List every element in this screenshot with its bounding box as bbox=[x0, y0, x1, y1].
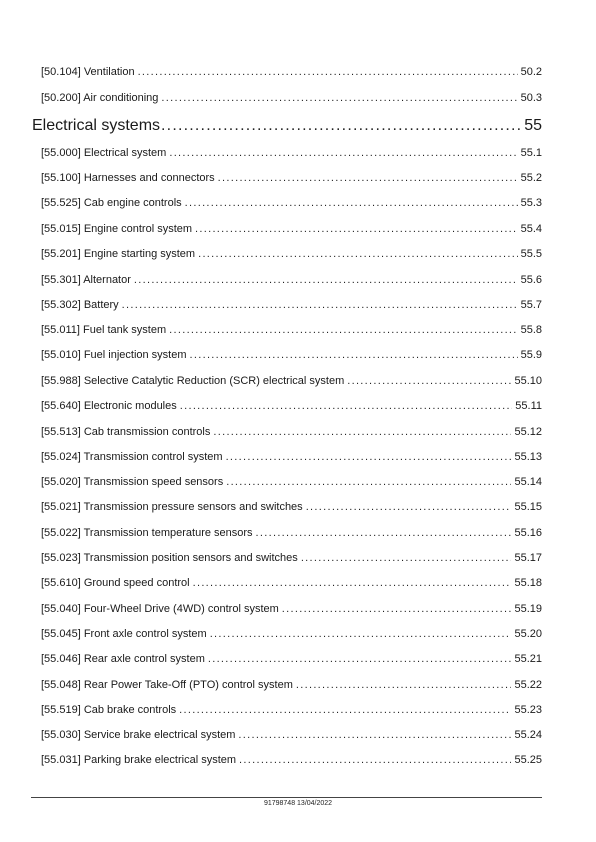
toc-entry[interactable] bbox=[41, 425, 542, 439]
toc-leader-dots bbox=[256, 526, 512, 540]
toc-entry[interactable] bbox=[41, 475, 542, 489]
toc-entry-label: [55.010] Fuel injection system bbox=[41, 349, 187, 361]
toc-entry-label: [55.015] Engine control system bbox=[41, 223, 193, 235]
toc-leader-dots bbox=[208, 652, 512, 666]
toc-leader-dots bbox=[296, 678, 512, 692]
toc-entry[interactable] bbox=[41, 323, 542, 337]
toc-leader-dots bbox=[138, 65, 518, 79]
toc-entry-page: 55.17 bbox=[514, 552, 542, 564]
toc-leader-dots bbox=[179, 703, 511, 717]
toc-entry-label: [55.988] Selective Catalytic Reduction (SCR) electrical system bbox=[41, 375, 345, 387]
toc-entry[interactable] bbox=[41, 146, 542, 160]
toc-entry[interactable] bbox=[41, 602, 542, 616]
toc-entry-page: 55.8 bbox=[520, 324, 542, 336]
toc-leader-dots bbox=[169, 323, 517, 337]
toc-entry-page: 55.3 bbox=[520, 197, 542, 209]
toc-entry-page: 55.2 bbox=[520, 172, 542, 184]
toc-entry-page: 55.9 bbox=[520, 349, 542, 361]
toc-section-label: Electrical systems bbox=[32, 117, 161, 134]
toc-entry-page: 55.22 bbox=[514, 679, 542, 691]
toc-entry-label: [55.519] Cab brake controls bbox=[41, 704, 177, 716]
toc-leader-dots bbox=[190, 348, 518, 362]
toc-entry-label: [55.020] Transmission speed sensors bbox=[41, 476, 224, 488]
toc-entry-page: 55.5 bbox=[520, 248, 542, 260]
toc-entry[interactable] bbox=[41, 627, 542, 641]
toc-entry-page: 55.23 bbox=[514, 704, 542, 716]
toc-entry-label: [55.023] Transmission position sensors and switches bbox=[41, 552, 298, 564]
toc-leader-dots bbox=[198, 247, 517, 261]
toc-leader-dots bbox=[213, 425, 511, 439]
toc-entry-label: [55.040] Four-Wheel Drive (4WD) control system bbox=[41, 603, 279, 615]
toc-leader-dots bbox=[195, 222, 518, 236]
toc-entry-page: 55.7 bbox=[520, 299, 542, 311]
toc-leader-dots bbox=[218, 171, 518, 185]
toc-entry-page: 55.15 bbox=[514, 501, 542, 513]
toc-entry[interactable] bbox=[41, 526, 542, 540]
toc-entry[interactable] bbox=[41, 500, 542, 514]
toc-entry-page: 55.6 bbox=[520, 274, 542, 286]
toc-entry-page: 55.11 bbox=[515, 400, 542, 412]
toc-leader-dots bbox=[169, 146, 517, 160]
toc-leader-dots bbox=[282, 602, 512, 616]
toc-entry-label: [55.045] Front axle control system bbox=[41, 628, 207, 640]
toc-entry[interactable] bbox=[41, 551, 542, 565]
toc-leader-dots bbox=[185, 196, 518, 210]
toc-entry-label: [55.011] Fuel tank system bbox=[41, 324, 167, 336]
toc-entry[interactable] bbox=[41, 678, 542, 692]
toc-entry-label: [55.000] Electrical system bbox=[41, 147, 167, 159]
toc-entry[interactable] bbox=[41, 298, 542, 312]
toc-entry-label: [55.513] Cab transmission controls bbox=[41, 426, 211, 438]
toc-entry[interactable] bbox=[41, 247, 542, 261]
toc-entry[interactable] bbox=[41, 348, 542, 362]
toc-entry-label: [55.302] Battery bbox=[41, 299, 119, 311]
toc-entry-label: [55.525] Cab engine controls bbox=[41, 197, 182, 209]
toc-entry-page: 55.14 bbox=[514, 476, 542, 488]
toc-entry[interactable] bbox=[41, 399, 542, 413]
toc-entry-label: [55.301] Alternator bbox=[41, 274, 131, 286]
toc-entry[interactable] bbox=[41, 196, 542, 210]
toc-leader-dots bbox=[226, 450, 512, 464]
toc-entry[interactable] bbox=[41, 171, 542, 185]
toc-entry-label: [55.201] Engine starting system bbox=[41, 248, 196, 260]
toc-leader-dots bbox=[306, 500, 512, 514]
toc-section-heading[interactable] bbox=[32, 116, 542, 136]
toc-entry[interactable] bbox=[41, 273, 542, 287]
toc-entry-label: [55.021] Transmission pressure sensors and switches bbox=[41, 501, 303, 513]
toc-leader-dots bbox=[347, 374, 511, 388]
toc-entry-page: 55.4 bbox=[520, 223, 542, 235]
toc-entry-label: [55.046] Rear axle control system bbox=[41, 653, 205, 665]
toc-entry[interactable] bbox=[41, 374, 542, 388]
toc-entry-page: 55.25 bbox=[514, 754, 542, 766]
toc-entry-page: 55.24 bbox=[514, 729, 542, 741]
toc-leader-dots bbox=[161, 91, 517, 105]
toc-leader-dots bbox=[134, 273, 518, 287]
toc-entry-page: 55.19 bbox=[514, 603, 542, 615]
toc-entry-label: [55.100] Harnesses and connectors bbox=[41, 172, 215, 184]
toc-entry-page: 50.2 bbox=[520, 66, 542, 78]
toc-entry[interactable] bbox=[41, 91, 542, 105]
toc-entry-label: [55.024] Transmission control system bbox=[41, 451, 223, 463]
toc-leader-dots bbox=[301, 551, 512, 565]
toc-entry[interactable] bbox=[41, 652, 542, 666]
toc-leader-dots bbox=[122, 298, 518, 312]
toc-entry-page: 55.16 bbox=[514, 527, 542, 539]
toc-leader-dots bbox=[161, 116, 520, 136]
toc-entry-label: [50.104] Ventilation bbox=[41, 66, 135, 78]
toc-entry-label: [55.610] Ground speed control bbox=[41, 577, 190, 589]
toc-section-page: 55 bbox=[524, 117, 542, 134]
toc-entry-page: 55.21 bbox=[514, 653, 542, 665]
toc-entry-page: 55.12 bbox=[514, 426, 542, 438]
toc-entry[interactable] bbox=[41, 65, 542, 79]
toc-entry-label: [55.022] Transmission temperature sensors bbox=[41, 527, 253, 539]
toc-entry-page: 55.18 bbox=[514, 577, 542, 589]
toc-leader-dots bbox=[238, 728, 511, 742]
toc-leader-dots bbox=[210, 627, 512, 641]
toc-entry[interactable] bbox=[41, 222, 542, 236]
toc-entry-label: [55.030] Service brake electrical system bbox=[41, 729, 236, 741]
toc-entry[interactable] bbox=[41, 703, 542, 717]
toc-entry-label: [55.048] Rear Power Take-Off (PTO) control system bbox=[41, 679, 293, 691]
toc-entry-label: [55.031] Parking brake electrical system bbox=[41, 754, 237, 766]
toc-leader-dots bbox=[239, 753, 511, 767]
toc-entry-label: [50.200] Air conditioning bbox=[41, 92, 159, 104]
toc-leader-dots bbox=[226, 475, 511, 489]
toc-entry-page: 55.10 bbox=[514, 375, 542, 387]
toc-entry-page: 55.13 bbox=[514, 451, 542, 463]
toc-entry[interactable] bbox=[41, 450, 542, 464]
toc-entry[interactable] bbox=[41, 753, 542, 767]
toc-entry[interactable] bbox=[41, 728, 542, 742]
toc-entry-label: [55.640] Electronic modules bbox=[41, 400, 177, 412]
footer-divider bbox=[31, 797, 542, 798]
toc-leader-dots bbox=[193, 576, 512, 590]
toc-entry-page: 55.20 bbox=[514, 628, 542, 640]
toc-entry-page: 55.1 bbox=[520, 147, 542, 159]
toc-entry[interactable] bbox=[41, 576, 542, 590]
footer-document-id: 91798748 13/04/2022 bbox=[263, 800, 333, 807]
toc-leader-dots bbox=[180, 399, 513, 413]
toc-entry-page: 50.3 bbox=[520, 92, 542, 104]
